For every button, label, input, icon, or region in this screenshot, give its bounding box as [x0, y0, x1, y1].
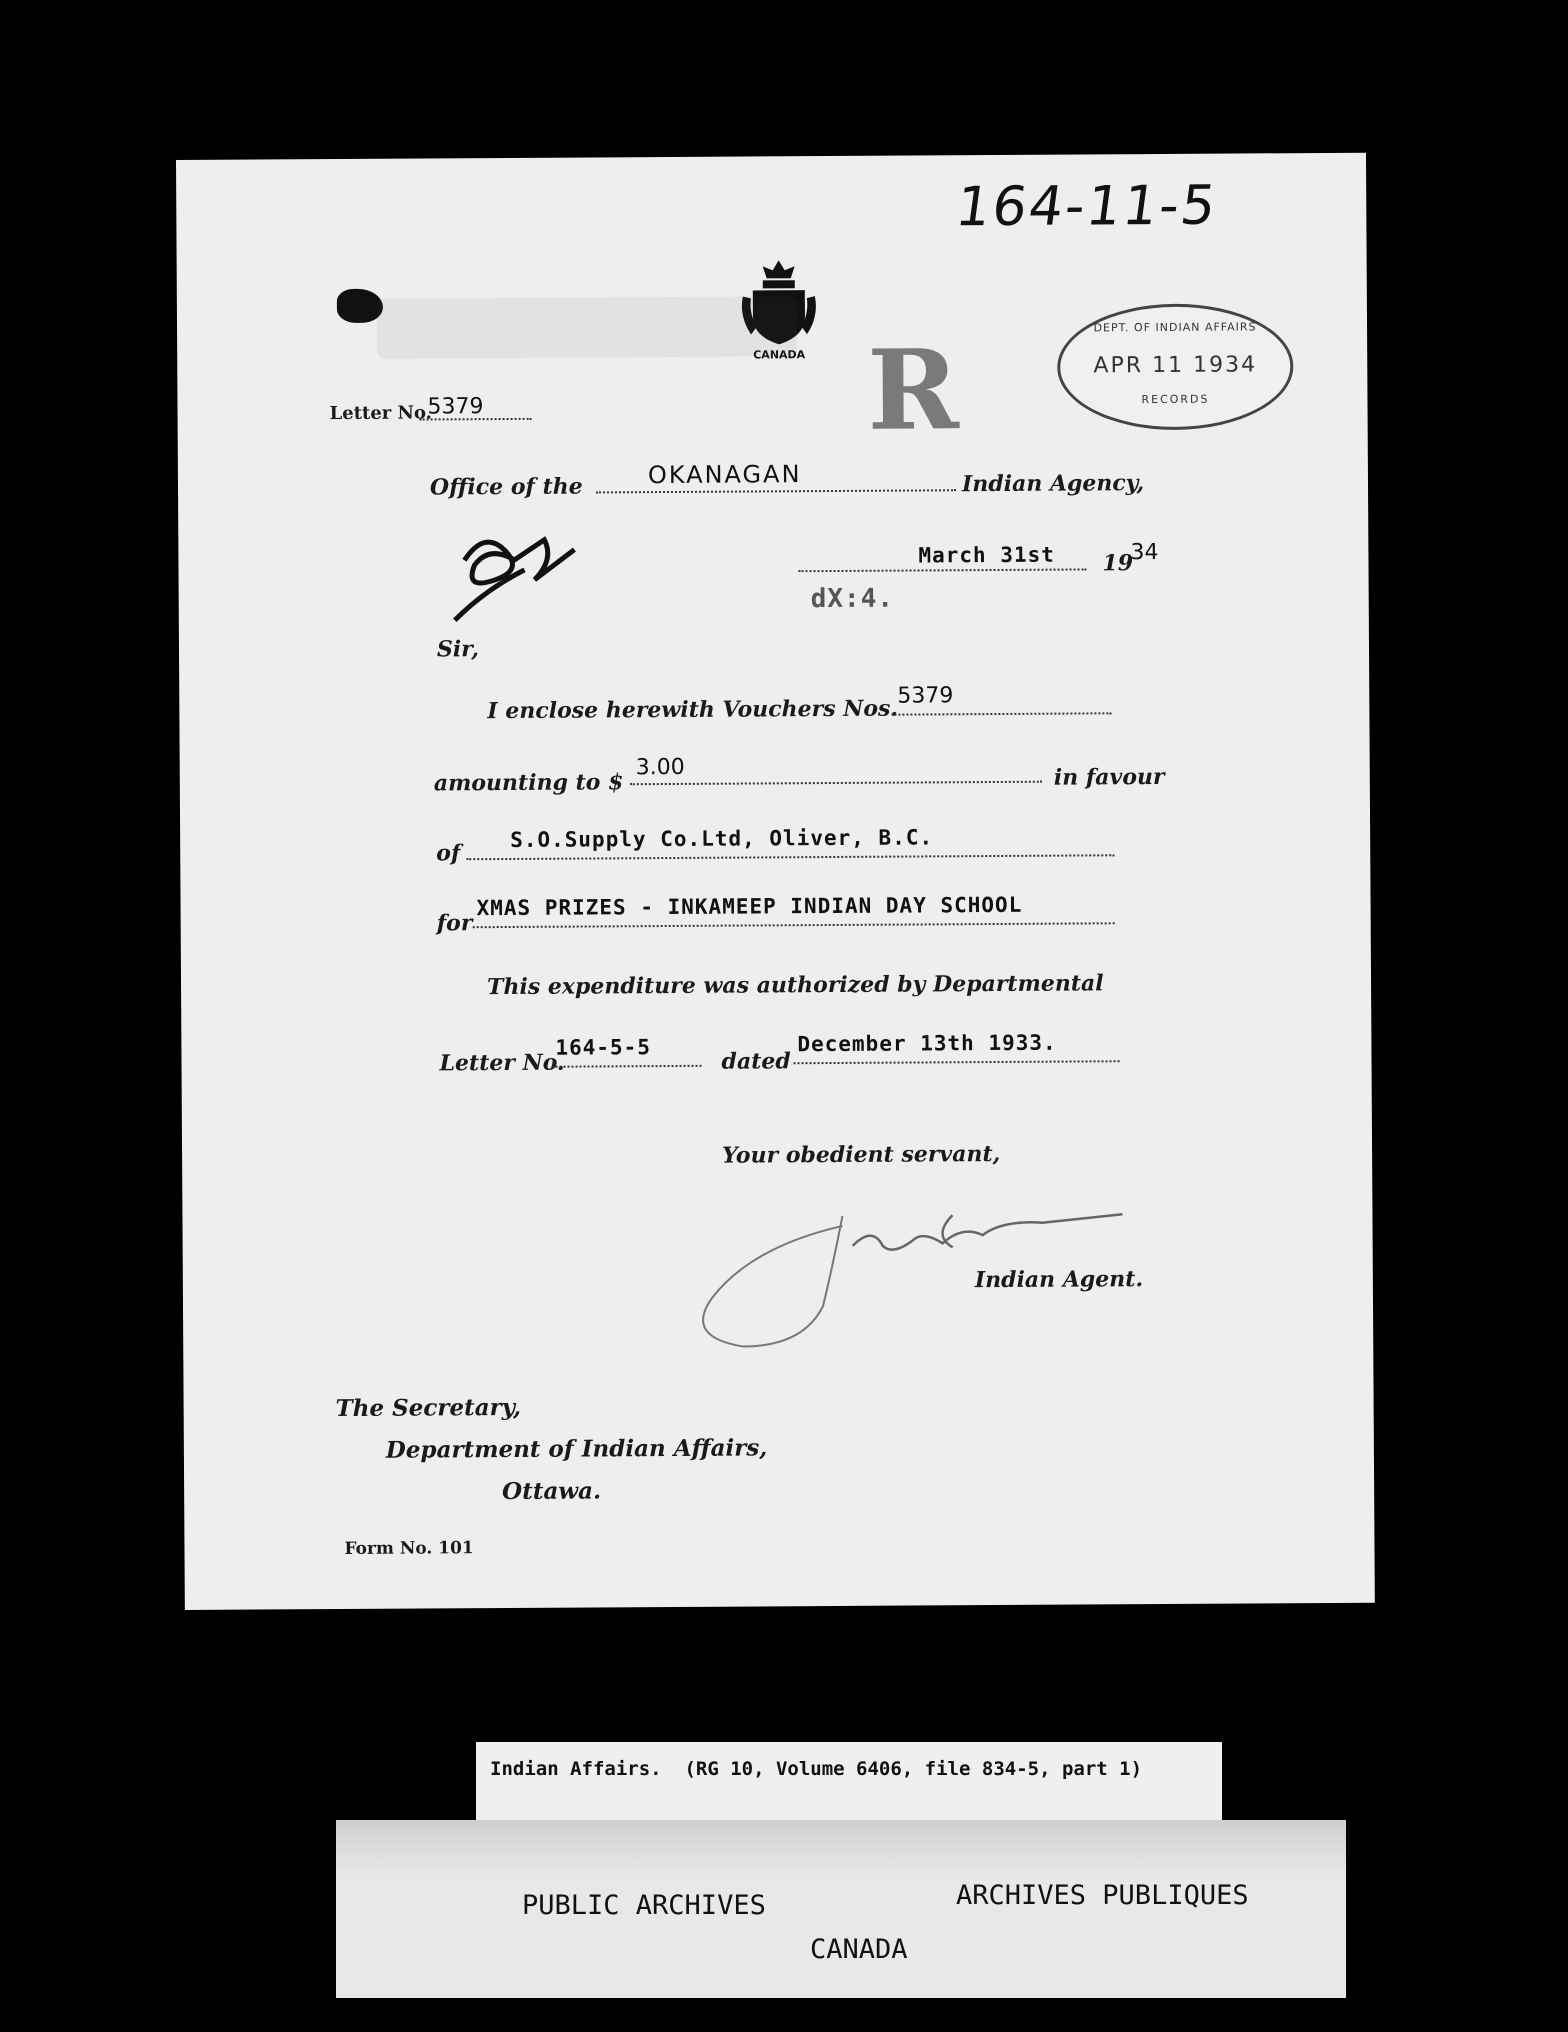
- address-line1: The Secretary,: [335, 1393, 522, 1423]
- faded-letterhead: [377, 296, 797, 359]
- letter-sheet: [176, 153, 1375, 1610]
- payee-value: S.O.Supply Co.Ltd, Oliver, B.C.: [510, 825, 934, 852]
- stamp-bottom-text: RECORDS: [1141, 392, 1210, 407]
- dept-letter-value: 164-5-5: [555, 1035, 652, 1060]
- stamp-date: APR 11 1934: [1093, 352, 1258, 379]
- vouchers-value: 5379: [897, 683, 954, 709]
- registry-r-stamp: R: [867, 325, 960, 455]
- address-line3: Ottawa.: [502, 1477, 602, 1506]
- agency-suffix: Indian Agency,: [961, 470, 1145, 498]
- letter-no-value: 5379: [427, 394, 484, 420]
- scrawl-mark: [434, 519, 595, 630]
- records-date-stamp: [1057, 303, 1294, 430]
- citation-label: [476, 1742, 1222, 1824]
- form-number: Form No. 101: [344, 1538, 474, 1559]
- stamp-top-text: DEPT. OF INDIAN AFFAIRS: [1093, 320, 1257, 335]
- authorized-text: This expenditure was authorized by Departmental: [486, 970, 1104, 1001]
- initials-mark: dX:4.: [810, 583, 895, 615]
- amount-line: [630, 754, 1042, 786]
- citation-text: Indian Affairs. (RG 10, Volume 6406, file 834-5, part 1): [490, 1758, 1143, 1780]
- in-favour-label: in favour: [1053, 763, 1165, 791]
- year-prefix: 19: [1102, 550, 1134, 577]
- archives-bottom-text: CANADA: [810, 1934, 908, 1965]
- dated-label: dated: [721, 1048, 791, 1075]
- file-number-handwritten: 164-11-5: [952, 173, 1222, 239]
- salutation: Sir,: [436, 636, 479, 663]
- vouchers-label: I enclose herewith Vouchers Nos.: [487, 695, 899, 725]
- archives-label: [336, 1820, 1346, 1998]
- archives-left-text: PUBLIC ARCHIVES: [522, 1890, 766, 1921]
- agency-value: OKANAGAN: [647, 460, 802, 490]
- signer-title: Indian Agent.: [974, 1266, 1144, 1294]
- amount-value: 3.00: [635, 754, 685, 781]
- date-value: March 31st: [918, 542, 1055, 568]
- year-value: 34: [1130, 540, 1159, 566]
- archives-label-torn-edge: [336, 1820, 1346, 1876]
- crest-caption: CANADA: [753, 348, 806, 362]
- of-label: of: [436, 840, 461, 867]
- closing: Your obedient servant,: [722, 1140, 1001, 1169]
- for-label: for: [436, 910, 473, 937]
- dated-value: December 13th 1933.: [797, 1030, 1057, 1057]
- office-label: Office of the: [429, 473, 583, 501]
- archives-right-text: ARCHIVES PUBLIQUES: [956, 1880, 1249, 1911]
- address-line2: Department of Indian Affairs,: [385, 1434, 768, 1464]
- letter-no-label: Letter No.: [329, 402, 432, 425]
- purpose-value: XMAS PRIZES - INKAMEEP INDIAN DAY SCHOOL: [476, 892, 1023, 921]
- dept-letter-label: Letter No.: [439, 1049, 565, 1077]
- amount-label: amounting to $: [433, 769, 624, 797]
